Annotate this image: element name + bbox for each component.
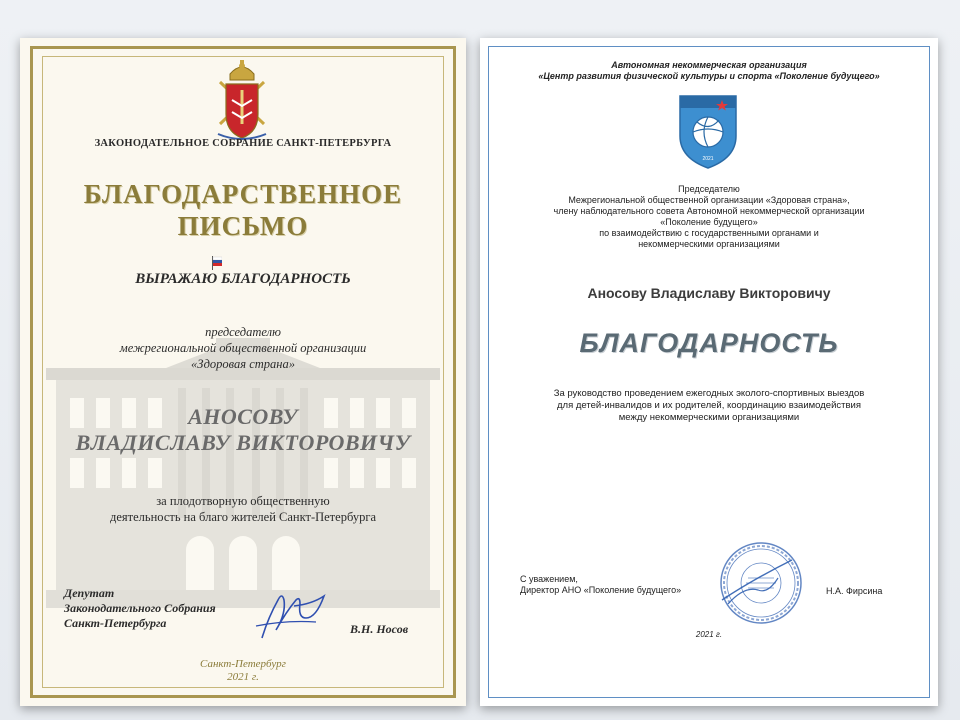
chairman-text	[20, 324, 466, 372]
chairman-line: межрегиональной общественной организации	[119, 341, 367, 355]
chair-line: Межрегиональной общественной организации «Здоровая страна»,	[568, 195, 850, 205]
place: Санкт-Петербург	[200, 658, 286, 670]
regards-block	[520, 574, 681, 596]
palace-background-icon	[46, 338, 440, 608]
merit-line: для детей-инвалидов и их родителей, координацию взаимодействия	[556, 400, 861, 411]
chair-line: члену наблюдательного совета Автономной некоммерческой организации	[553, 206, 865, 216]
merit-line: деятельность на благо жителей Санкт-Петербурга	[109, 510, 377, 524]
recipient-name: Аносову Владиславу Викторовичу	[587, 285, 831, 301]
regards: С уважением,	[520, 574, 578, 584]
director-name: Н.А. Фирсина	[826, 586, 883, 596]
chairman-line: «Здоровая страна»	[191, 357, 295, 371]
deputy-title	[64, 586, 216, 631]
org-line-1: Автономная некоммерческая организация	[611, 60, 807, 70]
title-line-2: ПИСЬМО	[177, 211, 309, 241]
assembly-name: ЗАКОНОДАТЕЛЬНОЕ СОБРАНИЕ САНКТ-ПЕТЕРБУРГА	[94, 138, 392, 149]
merit-line: между некоммерческими организациями	[618, 412, 800, 423]
title-line-1: БЛАГОДАРСТВЕННОЕ	[83, 179, 403, 209]
signer-name: В.Н. Носов	[350, 622, 409, 636]
chair-line: по взаимодействию с государственными органами и	[599, 228, 819, 238]
chair-line: некоммерческими организациями	[638, 239, 780, 249]
right-certificate	[480, 38, 938, 706]
express-gratitude: ВЫРАЖАЮ БЛАГОДАРНОСТЬ	[135, 271, 351, 287]
deputy-line: Законодательного Собрания	[64, 601, 216, 615]
deputy-line: Санкт-Петербурга	[64, 616, 167, 630]
recipient-name	[20, 404, 466, 456]
round-stamp-icon	[718, 540, 804, 626]
left-certificate	[20, 38, 466, 706]
logo-year: 2021	[702, 156, 714, 162]
merit-text	[20, 493, 466, 525]
gratitude-title: БЛАГОДАРНОСТЬ	[579, 328, 839, 358]
director-title: Директор АНО «Поколение будущего»	[520, 585, 682, 595]
deputy-line: Депутат	[64, 586, 115, 600]
recipient-given-names: ВЛАДИСЛАВУ ВИКТОРОВИЧУ	[75, 430, 411, 455]
chair-line: «Поколение будущего»	[660, 217, 758, 227]
place-date	[20, 658, 466, 684]
merit-text	[480, 388, 938, 424]
chairman-line: председателю	[205, 325, 281, 339]
certificate-title	[20, 178, 466, 242]
org-line-2: «Центр развития физической культуры и спорта «Поколение будущего»	[538, 71, 880, 81]
recipient-surname: АНОСОВУ	[188, 404, 298, 429]
volleyball-shield-logo-icon	[676, 92, 740, 170]
russian-flag-icon	[212, 256, 222, 270]
handwritten-signature-icon	[252, 586, 330, 642]
merit-line: за плодотворную общественную	[156, 494, 330, 508]
merit-line: За руководство проведением ежегодных эколого-спортивных выездов	[553, 388, 865, 399]
coat-of-arms-icon	[214, 60, 270, 144]
organization-header	[480, 60, 938, 82]
year: 2021 г.	[227, 671, 259, 683]
year: 2021 г.	[695, 630, 723, 639]
chair-line: Председателю	[678, 184, 740, 194]
chairman-text	[480, 184, 938, 250]
